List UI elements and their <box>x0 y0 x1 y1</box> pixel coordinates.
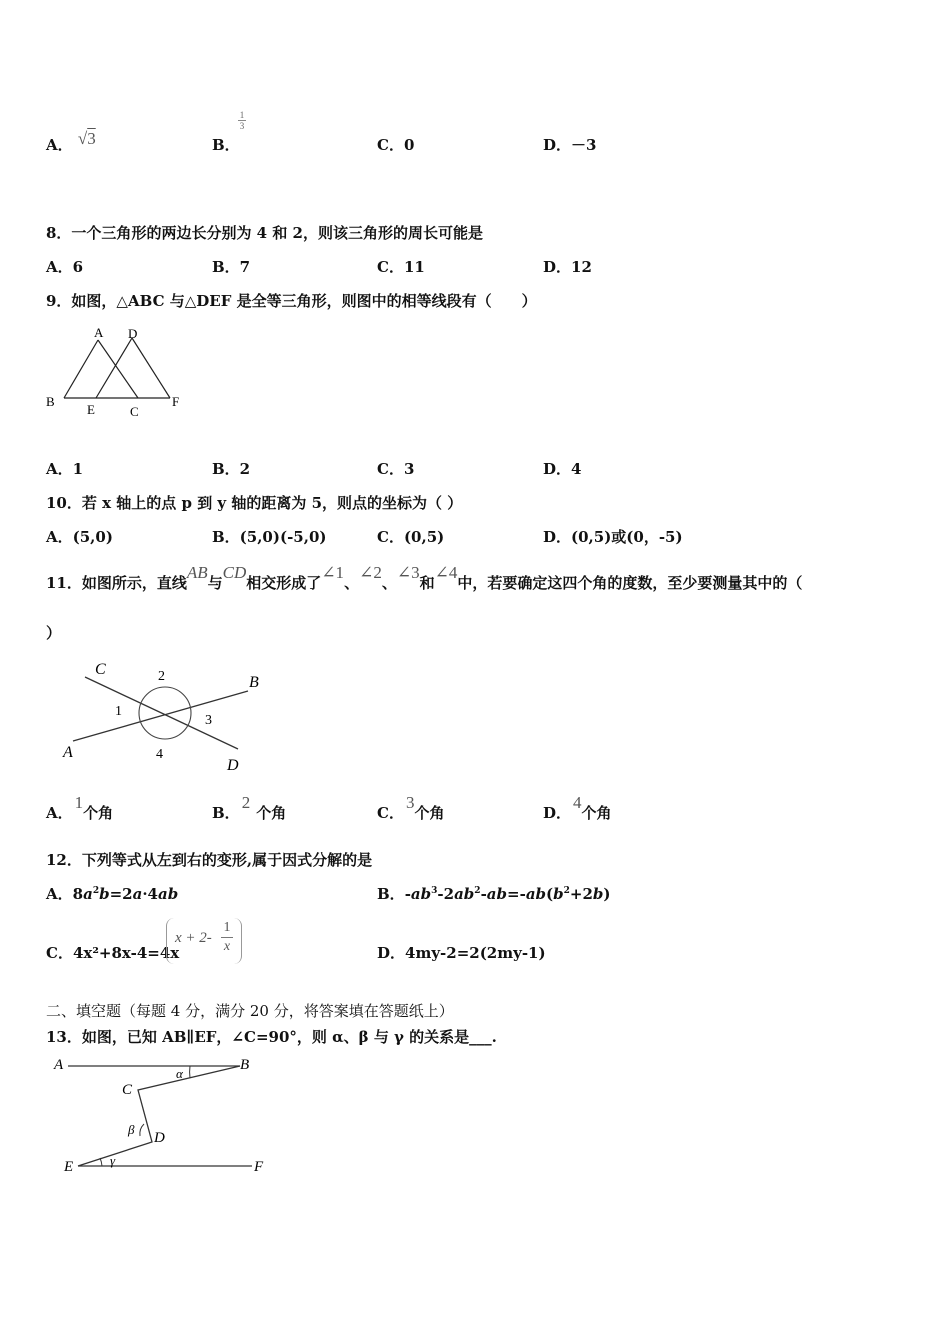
q7-option-b-fraction <box>238 110 246 131</box>
angle-gamma-arc <box>100 1158 102 1166</box>
option-unit: 个角 <box>414 804 445 822</box>
label-c: C <box>130 404 139 419</box>
math-angle-2: ∠2 <box>359 563 382 582</box>
q11-option-d[interactable] <box>543 793 612 823</box>
option-unit: 个角 <box>83 804 114 822</box>
q8-option-b[interactable]: B．7 <box>212 258 251 276</box>
q10-option-b[interactable]: B．(5,0)(-5,0) <box>212 528 327 546</box>
q9-text: 9．如图，△ABC 与△DEF 是全等三角形，则图中的相等线段有（ ） <box>46 292 537 310</box>
option-number: 1 <box>74 793 84 812</box>
label-c: C <box>122 1082 133 1098</box>
option-label: D． <box>543 804 572 822</box>
fraction-numerator: 1 <box>239 110 245 120</box>
q12-option-a[interactable]: A．$8a^2b=2a\cdot 4ab$ <box>46 885 179 903</box>
label-gamma: γ <box>110 1153 116 1168</box>
label-b: B <box>240 1057 250 1073</box>
sqrt-expression: √3 <box>77 129 96 148</box>
q10-option-d[interactable]: D．(0,5)或(0，-5) <box>543 528 683 546</box>
option-unit: 个角 <box>256 804 287 822</box>
label-d: D <box>154 1130 165 1146</box>
math-angle-4: ∠4 <box>434 563 458 582</box>
q9-option-a[interactable]: A．1 <box>46 460 84 478</box>
paren-expression: x + 2- <box>175 930 212 946</box>
q11-option-c[interactable] <box>377 793 445 823</box>
radicand: 3 <box>87 129 96 148</box>
label-a: A <box>94 325 104 340</box>
q12-option-b[interactable]: B．$-ab^3-2ab^2-ab=-ab(b^2+2b)$ <box>377 885 611 903</box>
q9-triangles-figure <box>40 318 200 428</box>
q8-option-a[interactable]: A．6 <box>46 258 84 276</box>
text-part: 、 <box>381 574 397 592</box>
text-part: 11．如图所示，直线 <box>46 574 187 592</box>
q11-intersecting-lines-figure <box>55 655 285 780</box>
label-beta: β <box>128 1122 135 1137</box>
text-part: 、 <box>344 574 360 592</box>
text-part: 中，若要确定这四个角的度数，至少要测量其中的（ <box>457 574 803 592</box>
q12-option-d[interactable]: D．4my-2=2(2my-1) <box>377 944 546 962</box>
q10-option-c[interactable]: C．(0,5) <box>377 528 445 546</box>
option-label: A． <box>46 136 73 154</box>
section-2-title: 二、填空题（每题 4 分，满分 20 分，将答案填在答题纸上） <box>46 1002 454 1020</box>
q12-option-c-paren <box>166 918 242 964</box>
angle-label-2: 2 <box>158 669 165 684</box>
label-f: F <box>172 394 180 409</box>
math-angle-1: ∠1 <box>321 563 345 582</box>
option-number: 4 <box>573 793 582 812</box>
line-ab <box>73 691 248 741</box>
text-part: 和 <box>419 574 435 592</box>
label-d: D <box>128 326 138 341</box>
option-label: C． <box>46 944 73 962</box>
segment-ed <box>96 338 132 398</box>
option-unit: 个角 <box>581 804 612 822</box>
label-d: D <box>227 757 239 774</box>
path-bcde <box>78 1066 240 1166</box>
option-label: A． <box>46 885 73 903</box>
option-label: B． <box>377 885 405 903</box>
text-part: 与 <box>207 574 223 592</box>
option-c-expression: 4x²+8x-4=4x <box>72 944 180 962</box>
math-cd: CD <box>222 563 247 582</box>
segment-ac <box>98 340 138 398</box>
option-label: B． <box>212 136 240 154</box>
angle-circle <box>139 687 191 739</box>
math-angle-3: ∠3 <box>396 563 420 582</box>
label-c: C <box>95 661 106 678</box>
q7-option-d[interactable]: D．－3 <box>543 136 597 154</box>
q8-option-d[interactable]: D．12 <box>543 258 592 276</box>
angle-label-4: 4 <box>156 747 163 762</box>
q13-parallel-lines-figure <box>40 1050 280 1180</box>
q8-option-c[interactable]: C．11 <box>377 258 425 276</box>
angle-label-3: 3 <box>205 713 212 728</box>
angle-beta-arc <box>140 1124 144 1136</box>
option-label: A． <box>46 804 73 822</box>
label-b: B <box>46 394 55 409</box>
q11-option-a[interactable] <box>46 793 114 823</box>
q10-option-a[interactable]: A．(5,0) <box>46 528 113 546</box>
label-a: A <box>63 744 73 761</box>
text-part: 相交形成了 <box>246 574 322 592</box>
option-label: C． <box>377 804 404 822</box>
option-number: 3 <box>405 793 415 812</box>
angle-label-1: 1 <box>115 704 122 719</box>
label-e: E <box>64 1159 74 1175</box>
q12-text: 12．下列等式从左到右的变形,属于因式分解的是 <box>46 851 373 869</box>
label-alpha: α <box>176 1066 183 1081</box>
q7-option-a[interactable] <box>46 129 96 155</box>
fraction-denominator: x <box>223 939 231 954</box>
q9-option-d[interactable]: D．4 <box>543 460 582 478</box>
q11-text-end: ） <box>46 624 62 642</box>
fraction-denominator: 3 <box>239 121 245 131</box>
q7-option-b[interactable] <box>212 134 240 155</box>
q7-option-c[interactable]: C．0 <box>377 136 415 154</box>
q9-option-c[interactable]: C．3 <box>377 460 415 478</box>
label-f: F <box>254 1159 264 1175</box>
q12-option-c[interactable] <box>46 942 179 963</box>
line-cd <box>85 677 238 749</box>
label-a: A <box>54 1057 64 1073</box>
option-number: 2 <box>241 793 251 812</box>
q11-option-b[interactable] <box>212 793 287 823</box>
label-e: E <box>87 402 95 417</box>
q11-text <box>46 563 803 593</box>
label-b: B <box>249 674 259 691</box>
segment-ba <box>64 340 98 398</box>
option-label: B． <box>212 804 240 822</box>
paren-fraction <box>221 919 233 956</box>
fraction-numerator: 1 <box>223 920 231 935</box>
q10-text: 10．若 x 轴上的点 p 到 y 轴的距离为 5，则点的坐标为（ ） <box>46 494 463 512</box>
q9-option-b[interactable]: B．2 <box>212 460 251 478</box>
segment-df <box>132 338 170 398</box>
q8-text: 8．一个三角形的两边长分别为 4 和 2，则该三角形的周长可能是 <box>46 224 483 242</box>
math-ab: AB <box>186 563 208 582</box>
q13-text: 13．如图，已知 AB∥EF，∠C=90°，则 α、β 与 γ 的关系是___. <box>46 1028 497 1046</box>
